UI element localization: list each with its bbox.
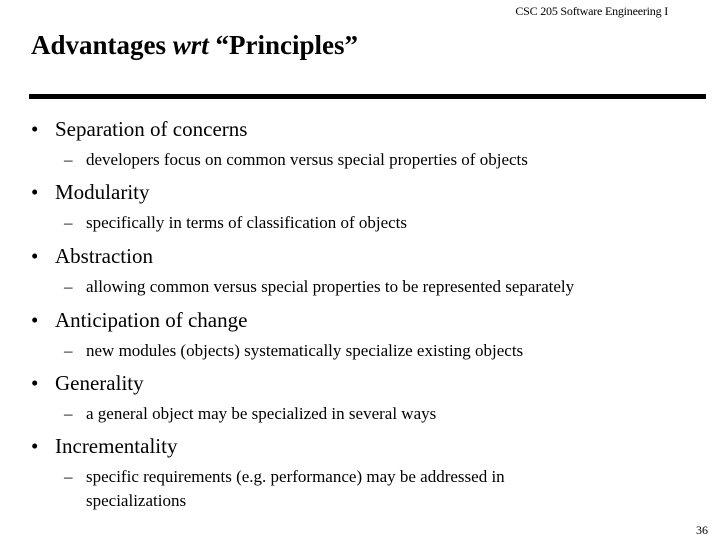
dash-marker: – [64,341,73,360]
sub-bullet-item [64,339,646,363]
title-quoted: “Principles” [208,30,359,60]
sub-bullet-item [64,148,646,172]
bullet-heading: Separation of concerns [55,117,248,141]
bullet-marker: • [31,434,39,458]
bullet-item [31,434,177,459]
sub-bullet-item [64,275,686,299]
page-number: 36 [696,523,708,537]
bullet-marker: • [31,117,39,141]
title-italic: wrt [172,30,209,60]
title-rule [29,94,706,99]
bullet-marker: • [31,244,39,268]
sub-bullet-item [64,465,586,513]
bullet-item [31,371,144,396]
bullet-heading: Modularity [55,180,150,204]
bullet-item [31,244,153,269]
title-plain: Advantages [31,30,173,60]
sub-bullet-text: new modules (objects) systematically specialize existing objects [86,341,524,360]
bullet-item [31,308,247,333]
bullet-heading: Generality [55,371,144,395]
slide-header: CSC 205 Software Engineering I [515,4,668,18]
bullet-heading: Abstraction [55,244,153,268]
bullet-marker: • [31,371,39,395]
slide-title [31,30,358,61]
sub-bullet-text: specifically in terms of classification of objects [86,213,408,232]
sub-bullet-item [64,211,646,235]
dash-marker: – [64,404,73,423]
sub-bullet-text: developers focus on common versus special properties of objects [86,150,528,169]
sub-bullet-text: specific requirements (e.g. performance) may be addressed in specializations [86,467,505,510]
bullet-heading: Anticipation of change [55,308,248,332]
bullet-marker: • [31,308,39,332]
dash-marker: – [64,150,73,169]
dash-marker: – [64,213,73,232]
sub-bullet-text: a general object may be specialized in several ways [86,404,437,423]
bullet-heading: Incrementality [55,434,178,458]
dash-marker: – [64,467,73,486]
bullet-item [31,180,150,205]
bullet-item [31,117,247,142]
dash-marker: – [64,277,73,296]
bullet-marker: • [31,180,39,204]
sub-bullet-text: allowing common versus special properties to be represented separately [86,277,575,296]
sub-bullet-item [64,402,646,426]
